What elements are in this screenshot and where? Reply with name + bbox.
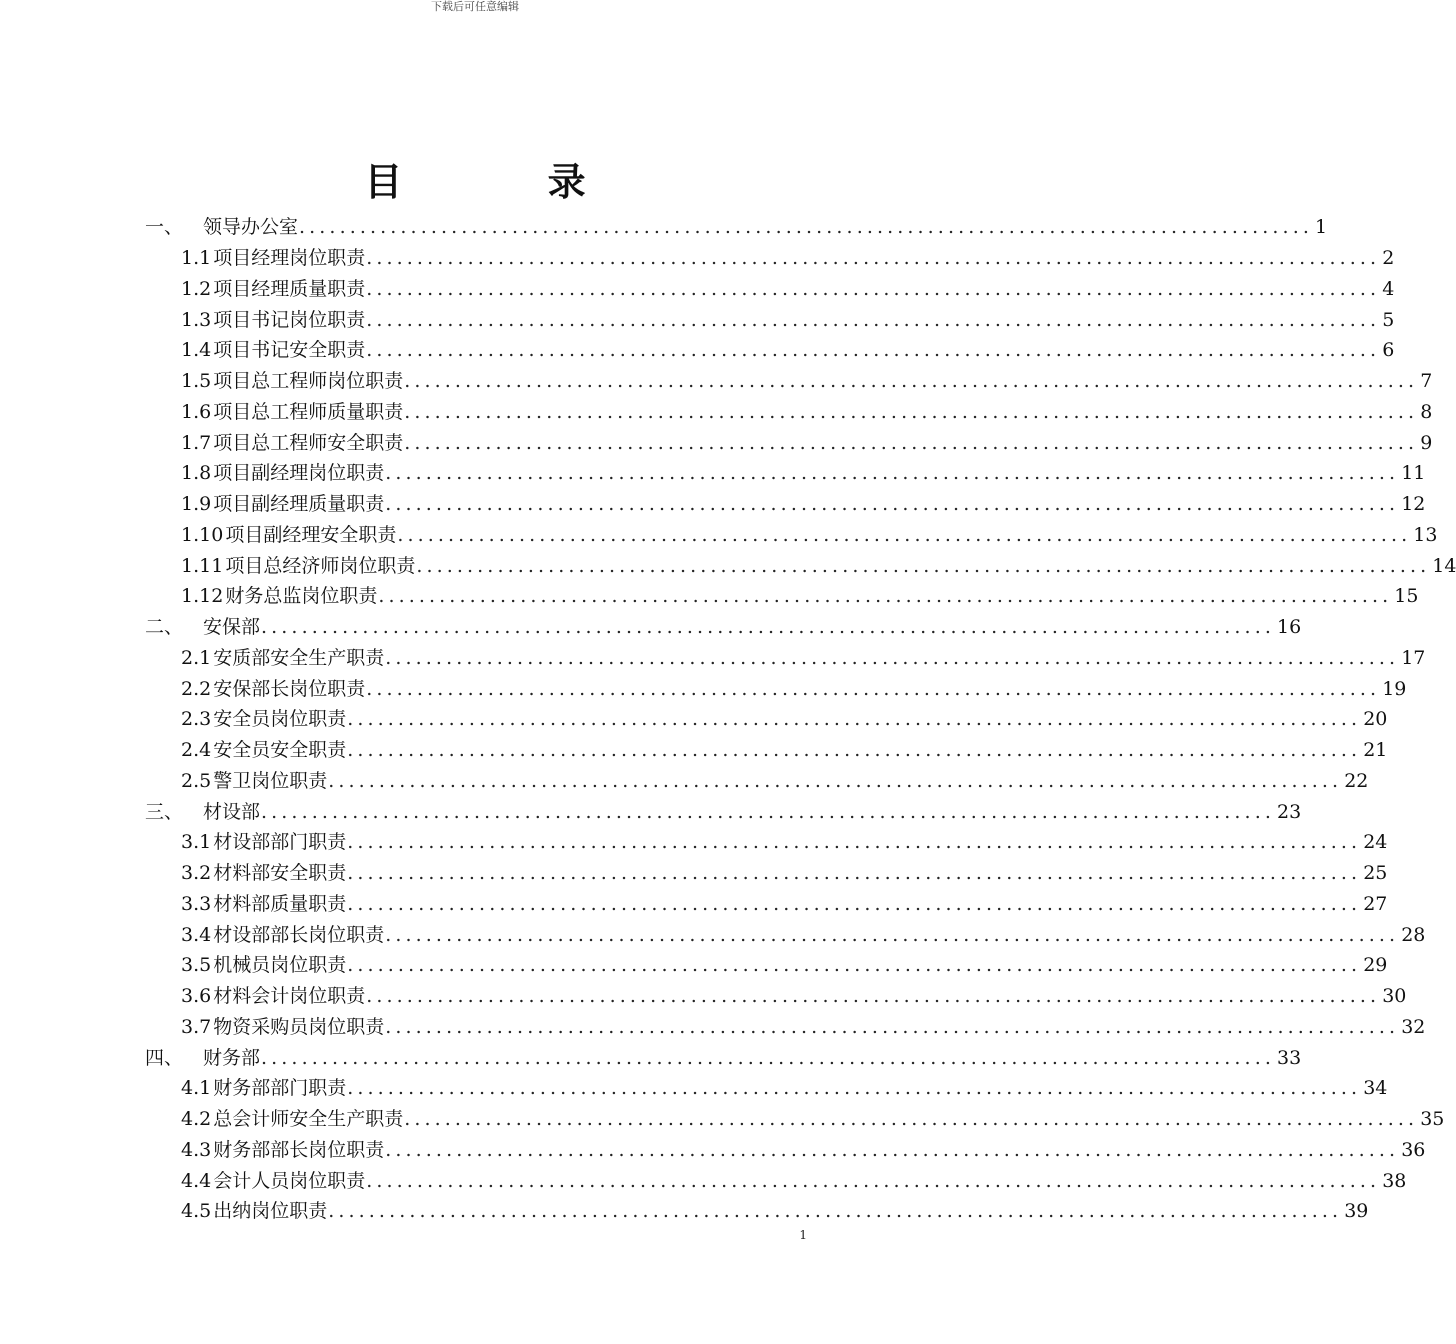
toc-leader-dots: .................................................................................................... <box>328 1200 1343 1223</box>
toc-subsection-entry[interactable] <box>181 427 1433 458</box>
toc-entry-label: 总会计师安全生产职责 <box>213 1108 404 1131</box>
toc-entry-number: 4.2 <box>181 1108 212 1131</box>
toc-entry-label: 安保部长岗位职责 <box>213 677 366 700</box>
toc-entry-number: 1.12 <box>181 585 224 608</box>
toc-entry-label: 安全员安全职责 <box>213 739 347 762</box>
toc-entry-label: 项目书记岗位职责 <box>213 308 366 331</box>
toc-entry-label: 项目总工程师安全职责 <box>213 431 404 454</box>
page-number: 1 <box>799 1228 807 1242</box>
toc-leader-dots: .................................................................................................... <box>385 493 1400 516</box>
toc-leader-dots: .................................................................................................... <box>328 769 1343 792</box>
toc-entry-label: 项目总经济师岗位职责 <box>225 554 416 577</box>
toc-entry-page: 34 <box>1363 1077 1388 1100</box>
toc-leader-dots: .................................................................................................... <box>366 277 1381 300</box>
toc-leader-dots: .................................................................................................... <box>261 616 1275 639</box>
toc-entry-label: 项目副经理岗位职责 <box>213 462 385 485</box>
toc-subsection-entry[interactable] <box>181 704 1388 735</box>
toc-entry-label: 安全员岗位职责 <box>213 708 347 731</box>
toc-subsection-entry[interactable] <box>181 1196 1369 1227</box>
toc-entry-number: 4.3 <box>181 1138 212 1161</box>
toc-entry-page: 22 <box>1344 769 1369 792</box>
toc-entry-number: 3.4 <box>181 923 212 946</box>
toc-subsection-entry[interactable] <box>181 489 1426 520</box>
toc-entry-label: 物资采购员岗位职责 <box>213 1015 385 1038</box>
toc-entry-number: 二、 <box>145 616 184 639</box>
toc-section-entry[interactable] <box>145 796 1302 827</box>
toc-entry-number: 四、 <box>145 1046 184 1069</box>
toc-entry-page: 20 <box>1363 708 1388 731</box>
toc-subsection-entry[interactable] <box>181 981 1407 1012</box>
toc-entry-label: 警卫岗位职责 <box>213 769 328 792</box>
toc-leader-dots: .................................................................................................... <box>404 431 1419 454</box>
toc-leader-dots: .................................................................................................... <box>261 1046 1275 1069</box>
toc-entry-page: 33 <box>1276 1046 1302 1069</box>
toc-entry-page: 15 <box>1394 585 1419 608</box>
toc-entry-label: 机械员岗位职责 <box>213 954 347 977</box>
toc-entry-page: 32 <box>1401 1015 1426 1038</box>
toc-entry-label: 材设部部长岗位职责 <box>213 923 385 946</box>
toc-subsection-entry[interactable] <box>181 1073 1388 1104</box>
toc-entry-page: 2 <box>1382 247 1395 270</box>
toc-leader-dots: .................................................................................................... <box>404 400 1419 423</box>
toc-entry-label: 项目副经理安全职责 <box>225 523 397 546</box>
toc-entry-label: 项目副经理质量职责 <box>213 493 385 516</box>
toc-leader-dots: .................................................................................................... <box>385 646 1400 669</box>
toc-entry-label: 材料部质量职责 <box>213 892 347 915</box>
toc-entry-page: 1 <box>1314 216 1328 239</box>
toc-entry-number: 4.5 <box>181 1200 212 1223</box>
toc-entry-label: 领导办公室 <box>203 216 299 239</box>
toc-entry-label: 项目经理岗位职责 <box>213 247 366 270</box>
toc-subsection-entry[interactable] <box>181 458 1426 489</box>
toc-entry-number: 3.7 <box>181 1015 212 1038</box>
toc-leader-dots: .................................................................................................... <box>385 1138 1400 1161</box>
toc-entry-number: 1.4 <box>181 339 212 362</box>
toc-entry-number: 三、 <box>145 800 184 823</box>
toc-subsection-entry[interactable] <box>181 1012 1426 1043</box>
toc-entry-label: 项目书记安全职责 <box>213 339 366 362</box>
toc-entry-page: 38 <box>1382 1169 1407 1192</box>
toc-entry-label: 财务部 <box>203 1046 261 1069</box>
toc-section-entry[interactable] <box>145 1042 1302 1073</box>
toc-section-entry[interactable] <box>145 612 1302 643</box>
toc-leader-dots: .................................................................................................... <box>397 523 1412 546</box>
toc-entry-number: 1.2 <box>181 277 212 300</box>
toc-entry-number: 1.5 <box>181 370 212 393</box>
toc-entry-number: 3.1 <box>181 831 212 854</box>
toc-leader-dots: .................................................................................................... <box>347 954 1362 977</box>
toc-entry-number: 1.8 <box>181 462 212 485</box>
toc-title: 目 录 <box>364 160 652 204</box>
toc-leader-dots: .................................................................................................... <box>347 831 1362 854</box>
toc-entry-number: 1.6 <box>181 400 212 423</box>
toc-leader-dots: .................................................................................................... <box>347 862 1362 885</box>
toc-section-entry[interactable] <box>145 212 1328 243</box>
toc-leader-dots: .................................................................................................... <box>416 554 1431 577</box>
toc-leader-dots: .................................................................................................... <box>299 216 1313 239</box>
toc-subsection-entry[interactable] <box>181 581 1419 612</box>
toc-entry-number: 2.5 <box>181 769 212 792</box>
toc-entry-label: 材料会计岗位职责 <box>213 985 366 1008</box>
toc-entry-number: 2.2 <box>181 677 212 700</box>
toc-leader-dots: .................................................................................................... <box>385 462 1400 485</box>
toc-entry-label: 会计人员岗位职责 <box>213 1169 366 1192</box>
toc-entry-number: 3.3 <box>181 892 212 915</box>
toc-entry-number: 1.1 <box>181 247 212 270</box>
toc-subsection-entry[interactable] <box>181 304 1395 335</box>
toc-entry-number: 2.4 <box>181 739 212 762</box>
toc-entry-label: 材设部部门职责 <box>213 831 347 854</box>
toc-entry-page: 19 <box>1382 677 1407 700</box>
toc-subsection-entry[interactable] <box>181 827 1388 858</box>
toc-entry-page: 12 <box>1401 493 1426 516</box>
toc-entry-page: 5 <box>1382 308 1395 331</box>
toc-entry-number: 3.2 <box>181 862 212 885</box>
toc-leader-dots: .................................................................................................... <box>366 308 1381 331</box>
toc-subsection-entry[interactable] <box>181 366 1433 397</box>
toc-entry-number: 3.5 <box>181 954 212 977</box>
toc-leader-dots: .................................................................................................... <box>366 339 1381 362</box>
toc-entry-page: 9 <box>1420 431 1433 454</box>
toc-entry-page: 7 <box>1420 370 1433 393</box>
toc-subsection-entry[interactable] <box>181 520 1438 551</box>
toc-entry-number: 1.7 <box>181 431 212 454</box>
toc-entry-page: 25 <box>1363 862 1388 885</box>
toc-subsection-entry[interactable] <box>181 335 1395 366</box>
toc-entry-label: 项目总工程师质量职责 <box>213 400 404 423</box>
toc-leader-dots: .................................................................................................... <box>347 1077 1362 1100</box>
toc-leader-dots: .................................................................................................... <box>385 923 1400 946</box>
toc-leader-dots: .................................................................................................... <box>261 800 1275 823</box>
toc-entry-number: 1.9 <box>181 493 212 516</box>
toc-leader-dots: .................................................................................................... <box>347 708 1362 731</box>
toc-entry-label: 安质部安全生产职责 <box>213 646 385 669</box>
toc-subsection-entry[interactable] <box>181 1165 1407 1196</box>
toc-entry-label: 出纳岗位职责 <box>213 1200 328 1223</box>
toc-entry-label: 财务总监岗位职责 <box>225 585 378 608</box>
toc-subsection-entry[interactable] <box>181 1104 1445 1135</box>
toc-leader-dots: .................................................................................................... <box>347 892 1362 915</box>
toc-entry-number: 4.1 <box>181 1077 212 1100</box>
toc-entry-label: 财务部部长岗位职责 <box>213 1138 385 1161</box>
toc-entry-page: 27 <box>1363 892 1388 915</box>
toc-subsection-entry[interactable] <box>181 243 1395 274</box>
toc-subsection-entry[interactable] <box>181 950 1388 981</box>
toc-subsection-entry[interactable] <box>181 735 1388 766</box>
toc-subsection-entry[interactable] <box>181 1135 1426 1166</box>
toc-entry-page: 23 <box>1276 800 1302 823</box>
toc-subsection-entry[interactable] <box>181 643 1426 674</box>
toc-entry-page: 4 <box>1382 277 1395 300</box>
toc-entry-number: 1.3 <box>181 308 212 331</box>
toc-entry-page: 21 <box>1363 739 1388 762</box>
toc-entry-number: 一、 <box>145 216 184 239</box>
toc-leader-dots: .................................................................................................... <box>378 585 1393 608</box>
toc-subsection-entry[interactable] <box>181 397 1433 428</box>
toc-entry-label: 项目总工程师岗位职责 <box>213 370 404 393</box>
toc-entry-page: 29 <box>1363 954 1388 977</box>
toc-entry-number: 2.3 <box>181 708 212 731</box>
toc-entry-page: 28 <box>1401 923 1426 946</box>
toc-leader-dots: .................................................................................................... <box>366 247 1381 270</box>
toc-entry-page: 24 <box>1363 831 1388 854</box>
toc-entry-page: 13 <box>1413 523 1438 546</box>
toc-entry-number: 3.6 <box>181 985 212 1008</box>
toc-entry-number: 4.4 <box>181 1169 212 1192</box>
toc-subsection-entry[interactable] <box>181 673 1407 704</box>
toc-entry-number: 1.11 <box>181 554 224 577</box>
header-note: 下载后可任意编辑 <box>431 0 519 13</box>
toc-leader-dots: .................................................................................................... <box>404 370 1419 393</box>
toc-subsection-entry[interactable] <box>181 766 1369 797</box>
toc-subsection-entry[interactable] <box>181 858 1388 889</box>
toc-entry-page: 36 <box>1401 1138 1426 1161</box>
toc-entry-page: 17 <box>1401 646 1426 669</box>
toc-subsection-entry[interactable] <box>181 919 1426 950</box>
toc-subsection-entry[interactable] <box>181 889 1388 920</box>
toc-leader-dots: .................................................................................................... <box>366 677 1381 700</box>
toc-entry-page: 8 <box>1420 400 1433 423</box>
toc-leader-dots: .................................................................................................... <box>366 1169 1381 1192</box>
toc-entry-label: 财务部部门职责 <box>213 1077 347 1100</box>
toc-entry-page: 14 <box>1432 554 1456 577</box>
toc-entry-page: 11 <box>1401 462 1426 485</box>
toc-entry-label: 项目经理质量职责 <box>213 277 366 300</box>
toc-entry-page: 16 <box>1276 616 1302 639</box>
toc-entry-page: 39 <box>1344 1200 1369 1223</box>
toc-entry-number: 2.1 <box>181 646 212 669</box>
toc-entry-number: 1.10 <box>181 523 224 546</box>
toc-leader-dots: .................................................................................................... <box>404 1108 1419 1131</box>
toc-entry-page: 6 <box>1382 339 1395 362</box>
toc-leader-dots: .................................................................................................... <box>347 739 1362 762</box>
toc-entry-page: 30 <box>1382 985 1407 1008</box>
toc-leader-dots: .................................................................................................... <box>385 1015 1400 1038</box>
toc-leader-dots: .................................................................................................... <box>366 985 1381 1008</box>
toc-entry-label: 材料部安全职责 <box>213 862 347 885</box>
toc-entry-label: 材设部 <box>203 800 261 823</box>
toc-subsection-entry[interactable] <box>181 550 1456 581</box>
toc-entry-page: 35 <box>1420 1108 1445 1131</box>
toc-subsection-entry[interactable] <box>181 274 1395 305</box>
toc-entry-label: 安保部 <box>203 616 261 639</box>
